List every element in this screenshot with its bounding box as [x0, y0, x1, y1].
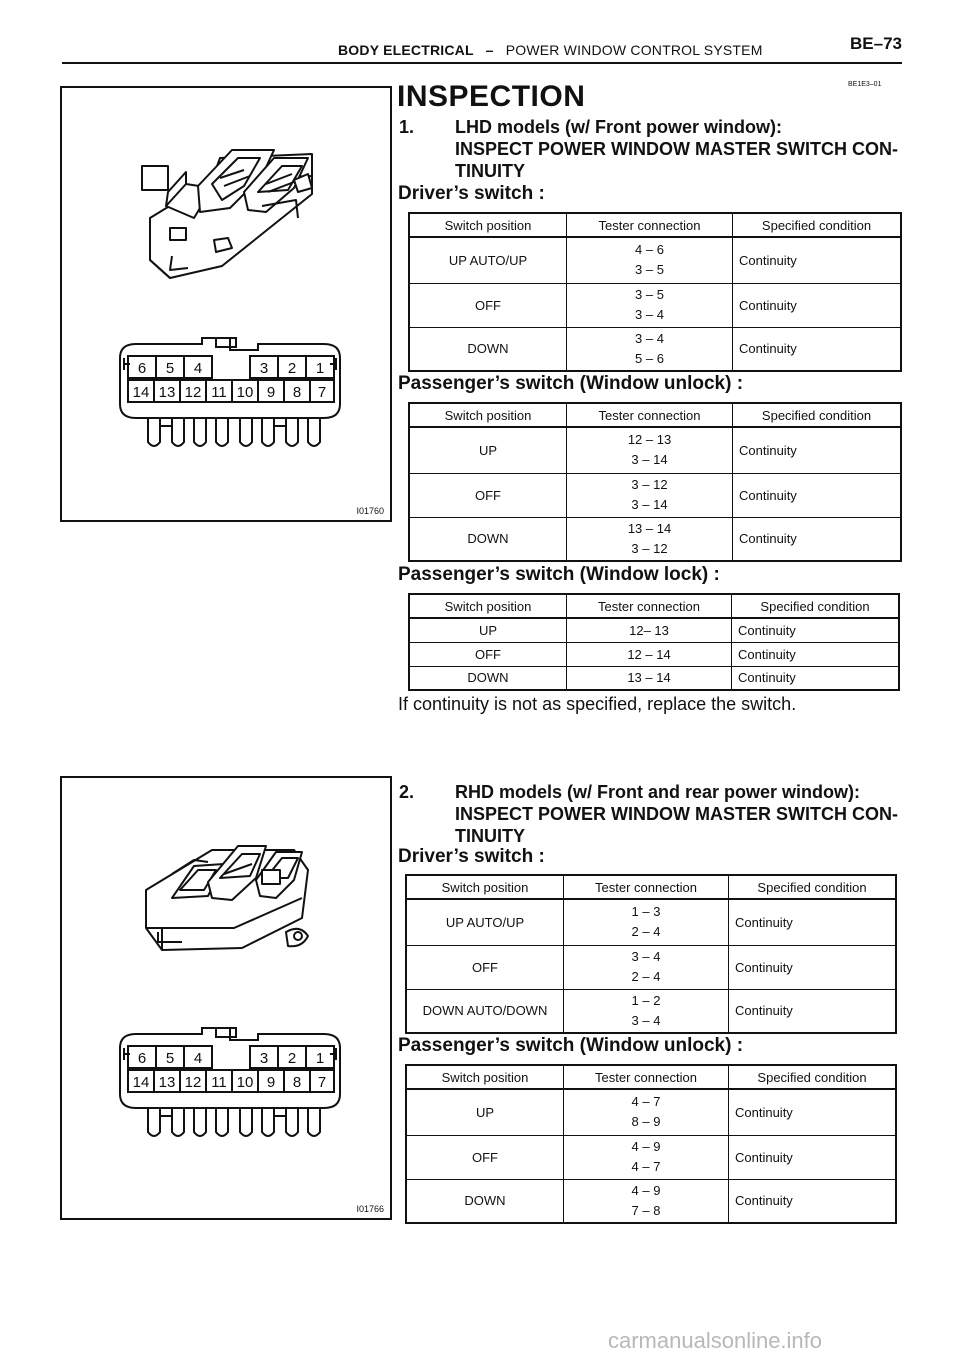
switch-position: DOWN: [409, 327, 567, 371]
switch-position: OFF: [409, 283, 567, 327]
svg-text:4: 4: [193, 360, 203, 377]
column-header: Switch position: [409, 403, 567, 427]
step-title-line: LHD models (w/ Front power window):: [455, 117, 782, 137]
switch-position: OFF: [409, 642, 567, 666]
specified-condition: Continuity: [733, 283, 902, 327]
switch-position: UP: [406, 1089, 564, 1135]
specified-condition: Continuity: [729, 899, 897, 945]
tester-connection: 4 – 7 8 – 9: [564, 1089, 729, 1135]
continuity-table-rhd-passenger-unlock: [405, 1064, 897, 1224]
section-name: BODY ELECTRICAL: [338, 42, 474, 58]
svg-text:5: 5: [165, 1050, 175, 1067]
continuity-table-lhd-driver: [408, 212, 902, 372]
svg-text:3: 3: [259, 1050, 269, 1067]
svg-text:6: 6: [137, 360, 147, 377]
page-number: BE–73: [850, 34, 902, 53]
table-row: [409, 642, 899, 666]
table-label: Passenger’s switch (Window unlock) :: [398, 373, 744, 394]
column-header: Specified condition: [729, 875, 897, 899]
svg-text:13: 13: [158, 384, 176, 401]
svg-text:6: 6: [137, 1050, 147, 1067]
step-title-line: RHD models (w/ Front and rear power window):: [455, 782, 861, 802]
table-row: [406, 1179, 896, 1223]
watermark: carmanualsonline.info: [608, 1328, 823, 1353]
column-header: Specified condition: [733, 403, 902, 427]
svg-text:2: 2: [287, 360, 297, 377]
svg-text:13: 13: [158, 1074, 176, 1091]
specified-condition: Continuity: [733, 517, 902, 561]
tester-connection: 1 – 3 2 – 4: [564, 899, 729, 945]
specified-condition: Continuity: [729, 1089, 897, 1135]
column-header: Switch position: [406, 1065, 564, 1089]
tester-connection: 13 – 14 3 – 12: [567, 517, 733, 561]
table-label: Passenger’s switch (Window unlock) :: [398, 1035, 744, 1056]
tester-connection: 3 – 5 3 – 4: [567, 283, 733, 327]
step-title-line: INSPECT POWER WINDOW MASTER SWITCH CON-: [455, 804, 898, 824]
table-row: [409, 327, 901, 371]
column-header: Tester connection: [564, 875, 729, 899]
column-header: Switch position: [406, 875, 564, 899]
tester-connection: 12– 13: [567, 618, 732, 642]
table-label: Driver’s switch :: [398, 183, 545, 204]
column-header: Tester connection: [567, 594, 732, 618]
specified-condition: Continuity: [732, 642, 900, 666]
tester-connection: 4 – 9 4 – 7: [564, 1135, 729, 1179]
svg-text:11: 11: [211, 1074, 227, 1091]
svg-text:3: 3: [259, 360, 269, 377]
switch-position: UP AUTO/UP: [409, 237, 567, 283]
section-separator: –: [485, 42, 494, 58]
replacement-note: If continuity is not as specified, replace the switch.: [398, 694, 797, 714]
switch-position: UP: [409, 618, 567, 642]
svg-text:2: 2: [287, 1050, 297, 1067]
table-row: [406, 1089, 896, 1135]
table-row: [406, 899, 896, 945]
continuity-table-rhd-driver: [405, 874, 897, 1034]
column-header: Specified condition: [732, 594, 900, 618]
svg-text:14: 14: [132, 384, 150, 401]
column-header: Specified condition: [729, 1065, 897, 1089]
switch-position: OFF: [406, 945, 564, 989]
svg-text:8: 8: [292, 1074, 302, 1091]
table-row: [409, 517, 901, 561]
lhd-switch-illustration: [62, 88, 390, 520]
svg-text:9: 9: [266, 384, 276, 401]
specified-condition: Continuity: [732, 666, 900, 690]
specified-condition: Continuity: [733, 237, 902, 283]
svg-text:7: 7: [317, 384, 327, 401]
step-number: 2.: [399, 782, 415, 802]
column-header: Tester connection: [564, 1065, 729, 1089]
tester-connection: 13 – 14: [567, 666, 732, 690]
inspection-heading: INSPECTION: [397, 80, 586, 113]
svg-text:1: 1: [315, 360, 325, 377]
column-header: Tester connection: [567, 403, 733, 427]
figure-id: I01766: [356, 1204, 384, 1214]
section-heading: [338, 42, 763, 58]
rhd-switch-illustration: [62, 778, 390, 1218]
continuity-table-lhd-passenger-unlock: [408, 402, 902, 562]
svg-text:12: 12: [184, 1074, 202, 1091]
switch-position: DOWN: [409, 666, 567, 690]
svg-text:10: 10: [236, 1074, 254, 1091]
tester-connection: 3 – 4 5 – 6: [567, 327, 733, 371]
table-row: [406, 1135, 896, 1179]
svg-text:14: 14: [132, 1074, 150, 1091]
document-code: BE1E3–01: [848, 81, 882, 88]
column-header: Specified condition: [733, 213, 902, 237]
table-row: [409, 427, 901, 473]
specified-condition: Continuity: [733, 473, 902, 517]
switch-position: UP: [409, 427, 567, 473]
svg-text:1: 1: [315, 1050, 325, 1067]
step-title-line: TINUITY: [455, 826, 525, 846]
switch-position: OFF: [409, 473, 567, 517]
switch-position: DOWN: [409, 517, 567, 561]
tester-connection: 12 – 14: [567, 642, 732, 666]
figure-lhd-switch: [60, 86, 392, 522]
table-label: Driver’s switch :: [398, 846, 545, 867]
svg-text:10: 10: [236, 384, 254, 401]
figure-id: I01760: [356, 506, 384, 516]
figure-rhd-switch: [60, 776, 392, 1220]
step-title-line: TINUITY: [455, 161, 525, 181]
column-header: Switch position: [409, 594, 567, 618]
tester-connection: 3 – 12 3 – 14: [567, 473, 733, 517]
specified-condition: Continuity: [729, 945, 897, 989]
table-row: [406, 945, 896, 989]
step-title: [455, 781, 898, 847]
svg-text:4: 4: [193, 1050, 203, 1067]
svg-text:11: 11: [211, 384, 227, 401]
table-row: [409, 283, 901, 327]
header-rule: [62, 62, 902, 64]
tester-connection: 12 – 13 3 – 14: [567, 427, 733, 473]
step-title-line: INSPECT POWER WINDOW MASTER SWITCH CON-: [455, 139, 898, 159]
switch-position: DOWN: [406, 1179, 564, 1223]
tester-connection: 1 – 2 3 – 4: [564, 989, 729, 1033]
table-row: [409, 473, 901, 517]
tester-connection: 3 – 4 2 – 4: [564, 945, 729, 989]
table-row: [409, 618, 899, 642]
specified-condition: Continuity: [729, 989, 897, 1033]
specified-condition: Continuity: [732, 618, 900, 642]
specified-condition: Continuity: [729, 1135, 897, 1179]
step-number: 1.: [399, 117, 415, 137]
switch-position: DOWN AUTO/DOWN: [406, 989, 564, 1033]
switch-position: OFF: [406, 1135, 564, 1179]
column-header: Switch position: [409, 213, 567, 237]
specified-condition: Continuity: [733, 327, 902, 371]
table-row: [409, 666, 899, 690]
svg-text:9: 9: [266, 1074, 276, 1091]
continuity-table-lhd-passenger-lock: [408, 593, 900, 691]
svg-text:5: 5: [165, 360, 175, 377]
table-row: [409, 237, 901, 283]
svg-text:8: 8: [292, 384, 302, 401]
tester-connection: 4 – 6 3 – 5: [567, 237, 733, 283]
tester-connection: 4 – 9 7 – 8: [564, 1179, 729, 1223]
table-row: [406, 989, 896, 1033]
switch-position: UP AUTO/UP: [406, 899, 564, 945]
svg-text:12: 12: [184, 384, 202, 401]
specified-condition: Continuity: [729, 1179, 897, 1223]
svg-text:7: 7: [317, 1074, 327, 1091]
subsection-name: POWER WINDOW CONTROL SYSTEM: [505, 42, 763, 58]
column-header: Tester connection: [567, 213, 733, 237]
specified-condition: Continuity: [733, 427, 902, 473]
step-title: [455, 116, 898, 182]
table-label: Passenger’s switch (Window lock) :: [398, 564, 720, 585]
